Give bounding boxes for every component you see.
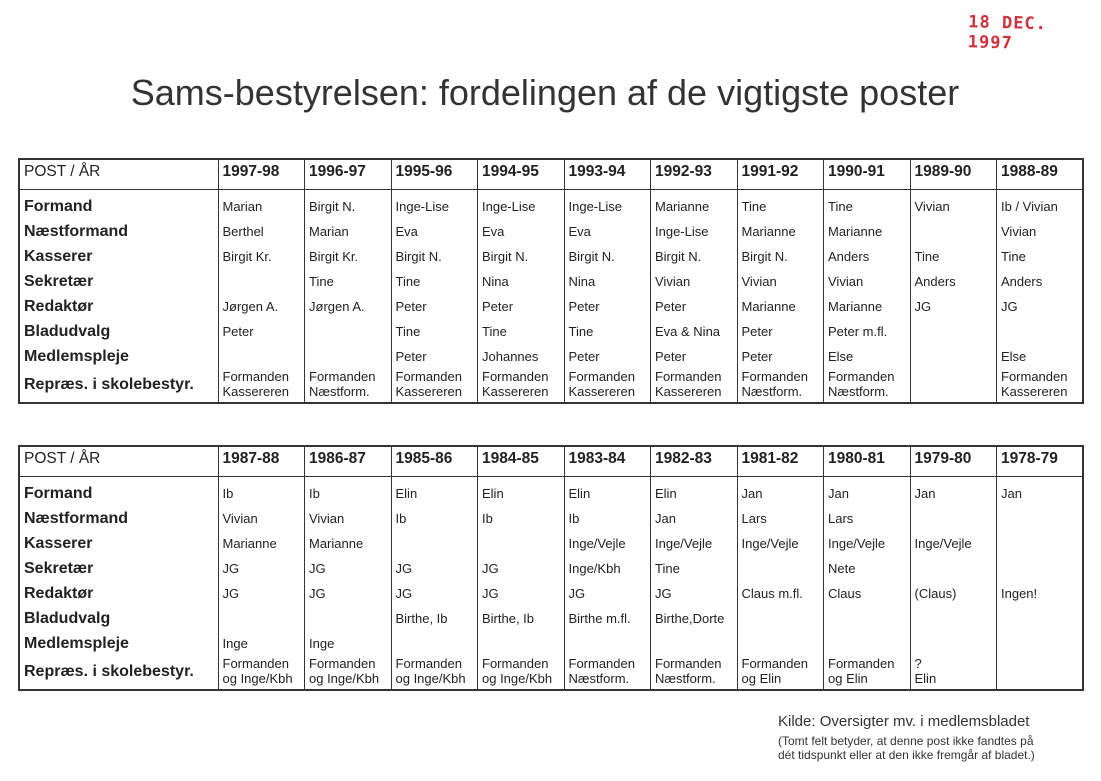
cell-line: og Inge/Kbh: [222, 671, 293, 686]
table-cell: [737, 656, 824, 690]
year-header: 1991-92: [737, 159, 824, 190]
cell-line: [1001, 671, 1078, 686]
table-cell: [737, 631, 824, 656]
table-cell: [824, 369, 911, 403]
table-cell: [391, 369, 478, 403]
table-cell: JG: [910, 294, 997, 319]
table-row: [19, 506, 1083, 531]
table-cell: Tine: [391, 319, 478, 344]
table-row: [19, 531, 1083, 556]
year-header: 1990-91: [824, 159, 911, 190]
cell-line: ?: [914, 656, 922, 671]
table-cell: Inge/Kbh: [564, 556, 651, 581]
table-cell: Tine: [997, 244, 1084, 269]
table-cell: [737, 606, 824, 631]
table-cell: Birgit N.: [478, 244, 565, 269]
year-header: 1982-83: [651, 446, 738, 477]
table-cell: Inge/Vejle: [651, 531, 738, 556]
cell-line: Kassereren: [1001, 384, 1068, 399]
cell-line: Formanden: [828, 369, 895, 384]
table-cell: Eva: [391, 219, 478, 244]
table-cell: JG: [478, 556, 565, 581]
cell-line: Næstform.: [568, 671, 630, 686]
corner-header: POST / ÅR: [19, 159, 218, 190]
table-cell: [218, 344, 305, 369]
cell-line: Næstform.: [828, 384, 889, 399]
cell-line: Formanden: [395, 656, 462, 671]
table-cell: Birgit N.: [391, 244, 478, 269]
table-cell: Jan: [824, 477, 911, 507]
table-row: [19, 219, 1083, 244]
board-table-1997-1988: [18, 158, 1084, 404]
table-cell: Peter: [737, 344, 824, 369]
cell-line: Formanden: [395, 369, 462, 384]
table-cell: Birgit N.: [305, 190, 392, 220]
table-row: [19, 631, 1083, 656]
cell-line: Formanden: [568, 369, 635, 384]
table-cell: Vivian: [824, 269, 911, 294]
year-header: 1978-79: [997, 446, 1084, 477]
table-cell: [997, 556, 1084, 581]
year-header-row: [19, 159, 1083, 190]
table-cell: JG: [651, 581, 738, 606]
cell-line: [915, 369, 993, 384]
table-cell: Ib: [564, 506, 651, 531]
table-cell: Jørgen A.: [218, 294, 305, 319]
table-cell: [305, 369, 392, 403]
table-cell: Jan: [651, 506, 738, 531]
table-cell: [218, 269, 305, 294]
post-label: Repræs. i skolebestyr.: [19, 369, 218, 403]
table-cell: Peter: [478, 294, 565, 319]
table-cell: Birgit N.: [651, 244, 738, 269]
post-label: Redaktør: [19, 294, 218, 319]
cell-line: Formanden: [828, 656, 895, 671]
table-cell: [910, 219, 997, 244]
table-row: [19, 606, 1083, 631]
table-cell: Inge-Lise: [564, 190, 651, 220]
table-cell: [997, 631, 1084, 656]
footnote-line: dét tidspunkt eller at den ikke fremgår af bladet.): [778, 748, 1035, 762]
year-header: 1984-85: [478, 446, 565, 477]
table-cell: Peter: [651, 294, 738, 319]
table-cell: Peter: [737, 319, 824, 344]
table-cell: Birgit N.: [564, 244, 651, 269]
table-cell: [305, 656, 392, 690]
table-cell: [910, 319, 997, 344]
cell-line: Formanden: [655, 369, 722, 384]
table-cell: [391, 656, 478, 690]
year-header: 1985-86: [391, 446, 478, 477]
table-cell: Marian: [218, 190, 305, 220]
table-cell: [824, 606, 911, 631]
table-cell: [218, 656, 305, 690]
table-cell: Marianne: [737, 294, 824, 319]
date-stamp: 18 DEC. 1997: [967, 12, 1048, 54]
table-cell: JG: [218, 581, 305, 606]
year-header: 1983-84: [564, 446, 651, 477]
table-cell: Vivian: [997, 219, 1084, 244]
table-cell: [218, 369, 305, 403]
post-label: Bladudvalg: [19, 319, 218, 344]
table-cell: Eva: [478, 219, 565, 244]
cell-line: og Elin: [741, 671, 782, 686]
table-cell: [305, 606, 392, 631]
table-cell: Peter: [564, 344, 651, 369]
post-label: Formand: [19, 477, 218, 507]
table-cell: JG: [305, 581, 392, 606]
table-cell: Birgit Kr.: [218, 244, 305, 269]
cell-line: Formanden: [222, 656, 289, 671]
table-cell: [478, 631, 565, 656]
post-label: Kasserer: [19, 244, 218, 269]
year-header: 1987-88: [218, 446, 305, 477]
table-cell: [651, 656, 738, 690]
cell-line: Formanden: [309, 656, 376, 671]
table-cell: Peter: [651, 344, 738, 369]
table-cell: Birgit Kr.: [305, 244, 392, 269]
table-cell: Ib / Vivian: [997, 190, 1084, 220]
cell-line: Kassereren: [482, 384, 549, 399]
table-cell: [737, 369, 824, 403]
table-cell: Lars: [824, 506, 911, 531]
year-header: 1995-96: [391, 159, 478, 190]
table-cell: Inge/Vejle: [824, 531, 911, 556]
table-cell: [997, 506, 1084, 531]
table-cell: Anders: [997, 269, 1084, 294]
table-row: [19, 244, 1083, 269]
cell-line: Formanden: [222, 369, 289, 384]
cell-line: Formanden: [482, 369, 549, 384]
table-row: [19, 656, 1083, 690]
post-label: Redaktør: [19, 581, 218, 606]
table-cell: Birthe,Dorte: [651, 606, 738, 631]
cell-line: Elin: [914, 671, 937, 686]
cell-line: og Inge/Kbh: [395, 671, 466, 686]
table-cell: [997, 656, 1084, 690]
table-cell: Marianne: [651, 190, 738, 220]
table-cell: [910, 556, 997, 581]
post-label: Næstformand: [19, 506, 218, 531]
year-header: 1992-93: [651, 159, 738, 190]
post-label: Medlemspleje: [19, 631, 218, 656]
year-header-row: [19, 446, 1083, 477]
table-cell: Marianne: [824, 219, 911, 244]
table-cell: Ib: [391, 506, 478, 531]
table-cell: Vivian: [218, 506, 305, 531]
corner-header: POST / ÅR: [19, 446, 218, 477]
year-header: 1997-98: [218, 159, 305, 190]
table-cell: Inge-Lise: [651, 219, 738, 244]
table-cell: Peter: [391, 294, 478, 319]
cell-line: Formanden: [655, 656, 722, 671]
table-cell: Tine: [564, 319, 651, 344]
table-cell: (Claus): [910, 581, 997, 606]
table-cell: Marianne: [305, 531, 392, 556]
table-cell: Else: [824, 344, 911, 369]
table-cell: Berthel: [218, 219, 305, 244]
cell-line: og Inge/Kbh: [482, 671, 553, 686]
table-cell: Peter: [391, 344, 478, 369]
table-cell: [564, 369, 651, 403]
table-cell: [997, 319, 1084, 344]
table-cell: JG: [997, 294, 1084, 319]
cell-line: [915, 384, 993, 399]
cell-line: Formanden: [1001, 369, 1068, 384]
table-cell: Birthe, Ib: [391, 606, 478, 631]
cell-line: og Elin: [828, 671, 868, 686]
table-cell: Tine: [824, 190, 911, 220]
table-cell: JG: [564, 581, 651, 606]
table-cell: Peter m.fl.: [824, 319, 911, 344]
footnote: [778, 734, 1035, 762]
year-header: 1994-95: [478, 159, 565, 190]
footnote-line: (Tomt felt betyder, at denne post ikke fandtes på: [778, 734, 1034, 748]
cell-line: Formanden: [568, 656, 635, 671]
table-cell: [478, 656, 565, 690]
table-cell: Johannes: [478, 344, 565, 369]
table-cell: Ib: [478, 506, 565, 531]
table-cell: Peter: [564, 294, 651, 319]
table-cell: Inge/Vejle: [910, 531, 997, 556]
table-cell: Inge: [218, 631, 305, 656]
table-cell: Inge/Vejle: [737, 531, 824, 556]
table-cell: JG: [478, 581, 565, 606]
table-cell: Marianne: [218, 531, 305, 556]
table-cell: Vivian: [651, 269, 738, 294]
cell-line: [1001, 656, 1078, 671]
table-cell: Elin: [478, 477, 565, 507]
table-cell: Nina: [478, 269, 565, 294]
table-cell: [478, 531, 565, 556]
table-row: [19, 294, 1083, 319]
cell-line: Kassereren: [655, 384, 722, 399]
table-cell: Vivian: [737, 269, 824, 294]
table-cell: Jan: [737, 477, 824, 507]
table-cell: [651, 631, 738, 656]
cell-line: Kassereren: [395, 384, 462, 399]
table-cell: [824, 631, 911, 656]
post-label: Kasserer: [19, 531, 218, 556]
table-cell: JG: [391, 556, 478, 581]
cell-line: Næstform.: [309, 384, 370, 399]
table-cell: Birgit N.: [737, 244, 824, 269]
year-header: 1996-97: [305, 159, 392, 190]
cell-line: Formanden: [482, 656, 549, 671]
post-label: Bladudvalg: [19, 606, 218, 631]
year-header: 1988-89: [997, 159, 1084, 190]
table-cell: Marianne: [737, 219, 824, 244]
table-cell: Tine: [391, 269, 478, 294]
cell-line: Kassereren: [222, 384, 289, 399]
post-label: Næstformand: [19, 219, 218, 244]
table-cell: JG: [391, 581, 478, 606]
year-header: 1989-90: [910, 159, 997, 190]
table-cell: Eva & Nina: [651, 319, 738, 344]
table-cell: JG: [305, 556, 392, 581]
table-cell: Vivian: [910, 190, 997, 220]
post-label: Sekretær: [19, 556, 218, 581]
table-cell: Tine: [737, 190, 824, 220]
table-cell: [910, 656, 997, 690]
table-row: [19, 581, 1083, 606]
table-cell: Ingen!: [997, 581, 1084, 606]
table-cell: Jan: [997, 477, 1084, 507]
table-cell: Lars: [737, 506, 824, 531]
table-row: [19, 369, 1083, 403]
table-cell: Tine: [478, 319, 565, 344]
year-header: 1986-87: [305, 446, 392, 477]
table-cell: Eva: [564, 219, 651, 244]
table-cell: Tine: [305, 269, 392, 294]
table-cell: Nina: [564, 269, 651, 294]
table-cell: Inge/Vejle: [564, 531, 651, 556]
table-cell: [997, 369, 1084, 403]
table-cell: Peter: [218, 319, 305, 344]
year-header: 1979-80: [910, 446, 997, 477]
table-cell: [305, 319, 392, 344]
post-label: Repræs. i skolebestyr.: [19, 656, 218, 690]
table-cell: [478, 369, 565, 403]
post-label: Formand: [19, 190, 218, 220]
table-cell: Anders: [910, 269, 997, 294]
table-row: [19, 319, 1083, 344]
table-cell: [391, 631, 478, 656]
table-cell: Elin: [564, 477, 651, 507]
table-cell: Anders: [824, 244, 911, 269]
table-cell: Else: [997, 344, 1084, 369]
table-cell: [651, 369, 738, 403]
table-cell: [910, 606, 997, 631]
table-cell: Elin: [391, 477, 478, 507]
cell-line: Næstform.: [741, 384, 803, 399]
cell-line: og Inge/Kbh: [309, 671, 380, 686]
table-row: [19, 344, 1083, 369]
cell-line: Kassereren: [568, 384, 635, 399]
table-cell: Tine: [651, 556, 738, 581]
table-cell: Nete: [824, 556, 911, 581]
table-cell: [997, 606, 1084, 631]
table-cell: Marianne: [824, 294, 911, 319]
table-cell: [305, 344, 392, 369]
table-cell: Jan: [910, 477, 997, 507]
table-cell: [997, 531, 1084, 556]
table-cell: Birthe m.fl.: [564, 606, 651, 631]
cell-line: Formanden: [741, 656, 808, 671]
table-cell: Claus m.fl.: [737, 581, 824, 606]
year-header: 1981-82: [737, 446, 824, 477]
table-cell: Elin: [651, 477, 738, 507]
table-cell: Jørgen A.: [305, 294, 392, 319]
table-cell: Inge-Lise: [391, 190, 478, 220]
table-cell: Tine: [910, 244, 997, 269]
table-row: [19, 556, 1083, 581]
year-header: 1993-94: [564, 159, 651, 190]
table-row: [19, 190, 1083, 220]
table-cell: Vivian: [305, 506, 392, 531]
table-cell: Marian: [305, 219, 392, 244]
table-cell: [824, 656, 911, 690]
post-label: Sekretær: [19, 269, 218, 294]
table-cell: [391, 531, 478, 556]
table-cell: Inge: [305, 631, 392, 656]
table-cell: [564, 631, 651, 656]
table-cell: Ib: [218, 477, 305, 507]
table-row: [19, 269, 1083, 294]
board-table-1987-1978: [18, 445, 1084, 691]
table-cell: [737, 556, 824, 581]
table-cell: [910, 631, 997, 656]
cell-line: Formanden: [741, 369, 808, 384]
table-cell: [564, 656, 651, 690]
table-cell: [910, 344, 997, 369]
year-header: 1980-81: [824, 446, 911, 477]
table-cell: Birthe, Ib: [478, 606, 565, 631]
table-cell: [910, 506, 997, 531]
source-caption: Kilde: Oversigter mv. i medlemsbladet: [778, 713, 1030, 730]
cell-line: Formanden: [309, 369, 376, 384]
post-label: Medlemspleje: [19, 344, 218, 369]
table-cell: Ib: [305, 477, 392, 507]
table-cell: [218, 606, 305, 631]
table-cell: JG: [218, 556, 305, 581]
table-cell: [910, 369, 997, 403]
table-cell: Claus: [824, 581, 911, 606]
cell-line: Næstform.: [655, 671, 716, 686]
page-title: Sams-bestyrelsen: fordelingen af de vigtigste poster: [130, 72, 960, 113]
table-cell: Inge-Lise: [478, 190, 565, 220]
table-row: [19, 477, 1083, 507]
